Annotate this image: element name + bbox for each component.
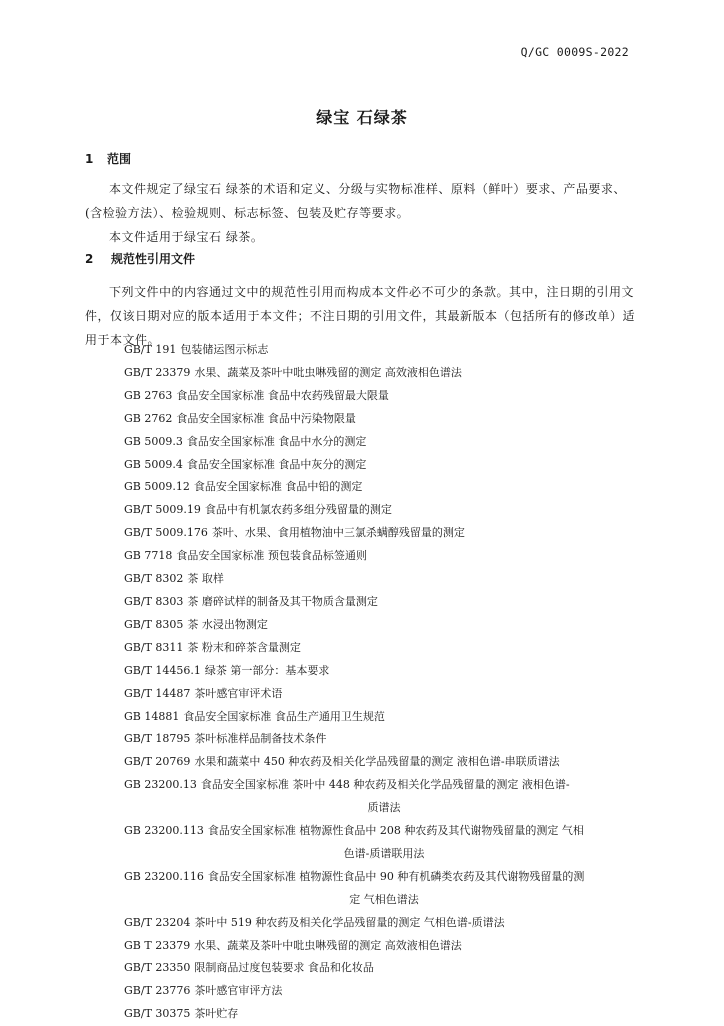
reference-code: GB/T 8302 [124,572,184,586]
reference-code: GB/T 191 [124,343,177,356]
reference-code: GB/T 8303 [124,594,184,608]
reference-item [124,980,644,1003]
reference-title: 限制商品过度包装要求 食品和化妆品 [194,961,374,975]
reference-title: 茶 磨碎试样的制备及其干物质含量测定 [187,594,378,608]
reference-code: GB/T 5009.19 [124,503,201,517]
reference-title: 食品安全国家标准 食品中农药残留最大限量 [176,388,389,402]
scope-applicability: 本文件适用于绿宝石 绿茶。 [109,230,264,244]
section-number: 1 [85,152,94,166]
reference-item [124,820,644,866]
reference-item [124,1003,644,1026]
reference-item [124,454,644,477]
reference-title: 水果、蔬菜及茶叶中吡虫啉残留的测定 高效液相色谱法 [194,938,462,952]
reference-code: GB 7718 [124,549,173,563]
reference-item [124,568,644,591]
reference-title: 茶叶感官审评术语 [194,686,283,700]
reference-item [124,408,644,431]
reference-code: GB/T 5009.176 [124,526,208,540]
reference-title: 水果和蔬菜中 450 种农药及相关化学品残留量的测定 液相色谱-串联质谱法 [194,755,560,769]
reference-item [124,912,644,935]
reference-item [124,660,644,683]
scope-paragraph: 本文件规定了绿宝石 绿茶的术语和定义、分级与实物标准样、原料（鲜叶）要求、产品要求、(含检验方法）、检验规则、标志标签、包装及贮存等要求。 [85,182,626,220]
reference-title: 茶叶标准样品制备技术条件 [194,732,327,746]
reference-code: GB 23200.116 [124,869,204,883]
reference-title: 食品安全国家标准 植物源性食品中 208 种农药及其代谢物残留量的测定 气相 [207,824,584,838]
reference-code: GB 14881 [124,709,180,723]
normative-references-intro: 下列文件中的内容通过文中的规范性引用而构成本文件必不可少的条款。其中，注日期的引用文件，仅该日期对应的版本适用于本文件；不注日期的引用文件，其最新版本（包括所有的修改单）适用于本文件。 [85,285,636,347]
reference-code: GB/T 14456.1 [124,663,201,677]
reference-title: 食品安全国家标准 茶叶中 448 种农药及相关化学品残留量的测定 液相色谱- [200,778,570,792]
reference-code: GB/T 23776 [124,984,191,998]
reference-title: 茶叶感官审评方法 [194,984,283,998]
reference-code: GB 23200.13 [124,778,197,792]
reference-item [124,362,644,385]
reference-title: 茶叶贮存 [194,1007,239,1021]
reference-item [124,591,644,614]
reference-code: GB/T 8305 [124,617,184,631]
reference-code: GB T 23379 [124,938,191,952]
reference-title: 食品安全国家标准 食品生产通用卫生规范 [183,709,385,723]
reference-item [124,614,644,637]
section-title: 范围 [107,152,132,166]
reference-item [124,706,644,729]
reference-code: GB 23200.113 [124,824,204,838]
reference-title-continuation: 色谱-质谱联用法 [343,846,425,860]
reference-code: GB 2763 [124,388,173,402]
reference-item [124,751,644,774]
reference-item [124,385,644,408]
reference-item [124,728,644,751]
reference-item [124,545,644,568]
reference-title: 茶 取样 [187,572,224,586]
reference-code: GB 5009.4 [124,457,183,471]
reference-item [124,522,644,545]
reference-title: 食品安全国家标准 食品中水分的测定 [186,434,367,448]
reference-title: 食品安全国家标准 食品中灰分的测定 [186,457,367,471]
reference-code: GB/T 18795 [124,732,191,746]
reference-title: 食品中有机氯农药多组分残留量的测定 [204,503,392,517]
reference-code: GB/T 23379 [124,365,191,379]
reference-code: GB 5009.12 [124,480,190,494]
reference-title: 食品安全国家标准 食品中污染物限量 [176,411,356,425]
reference-title: 茶叶、水果、食用植物油中三氯杀螨醇残留量的测定 [211,526,465,540]
reference-title: 茶 水浸出物测定 [187,617,268,631]
reference-item [124,957,644,980]
reference-title: 食品安全国家标准 食品中铅的测定 [193,480,363,494]
reference-item [124,431,644,454]
reference-item [124,499,644,522]
document-code: Q/GC 0009S-2022 [520,45,629,59]
reference-code: GB/T 20769 [124,755,191,769]
reference-item [124,476,644,499]
reference-title: 绿茶 第一部分：基本要求 [204,663,330,677]
reference-item [124,866,644,912]
reference-title: 包装储运图示标志 [180,343,269,356]
reference-title-continuation: 质谱法 [367,801,401,815]
reference-item [124,339,644,362]
reference-code: GB 2762 [124,411,173,425]
section-2-heading [85,250,195,267]
reference-title: 食品安全国家标准 植物源性食品中 90 种有机磷类农药及其代谢物残留量的测 [207,869,585,883]
reference-code: GB/T 8311 [124,640,184,654]
section-title: 规范性引用文件 [111,252,196,266]
reference-title: 水果、蔬菜及茶叶中吡虫啉残留的测定 高效液相色谱法 [194,365,462,379]
reference-title: 茶叶中 519 种农药及相关化学品残留量的测定 气相色谱-质谱法 [194,915,505,929]
reference-code: GB 5009.3 [124,434,183,448]
reference-code: GB/T 23350 [124,961,191,975]
section-number: 2 [85,252,94,266]
reference-code: GB/T 30375 [124,1007,191,1021]
reference-item [124,774,644,820]
reference-code: GB/T 23204 [124,915,191,929]
section-1-heading [85,150,131,167]
reference-item [124,683,644,706]
reference-list [124,339,644,1026]
reference-title-continuation: 定 气相色谱法 [349,892,419,906]
reference-item [124,935,644,958]
reference-item [124,637,644,660]
reference-code: GB/T 14487 [124,686,191,700]
reference-title: 茶 粉末和碎茶含量测定 [187,640,301,654]
reference-title: 食品安全国家标准 预包装食品标签通则 [176,549,367,563]
document-title: 绿宝 石绿茶 [316,108,408,127]
